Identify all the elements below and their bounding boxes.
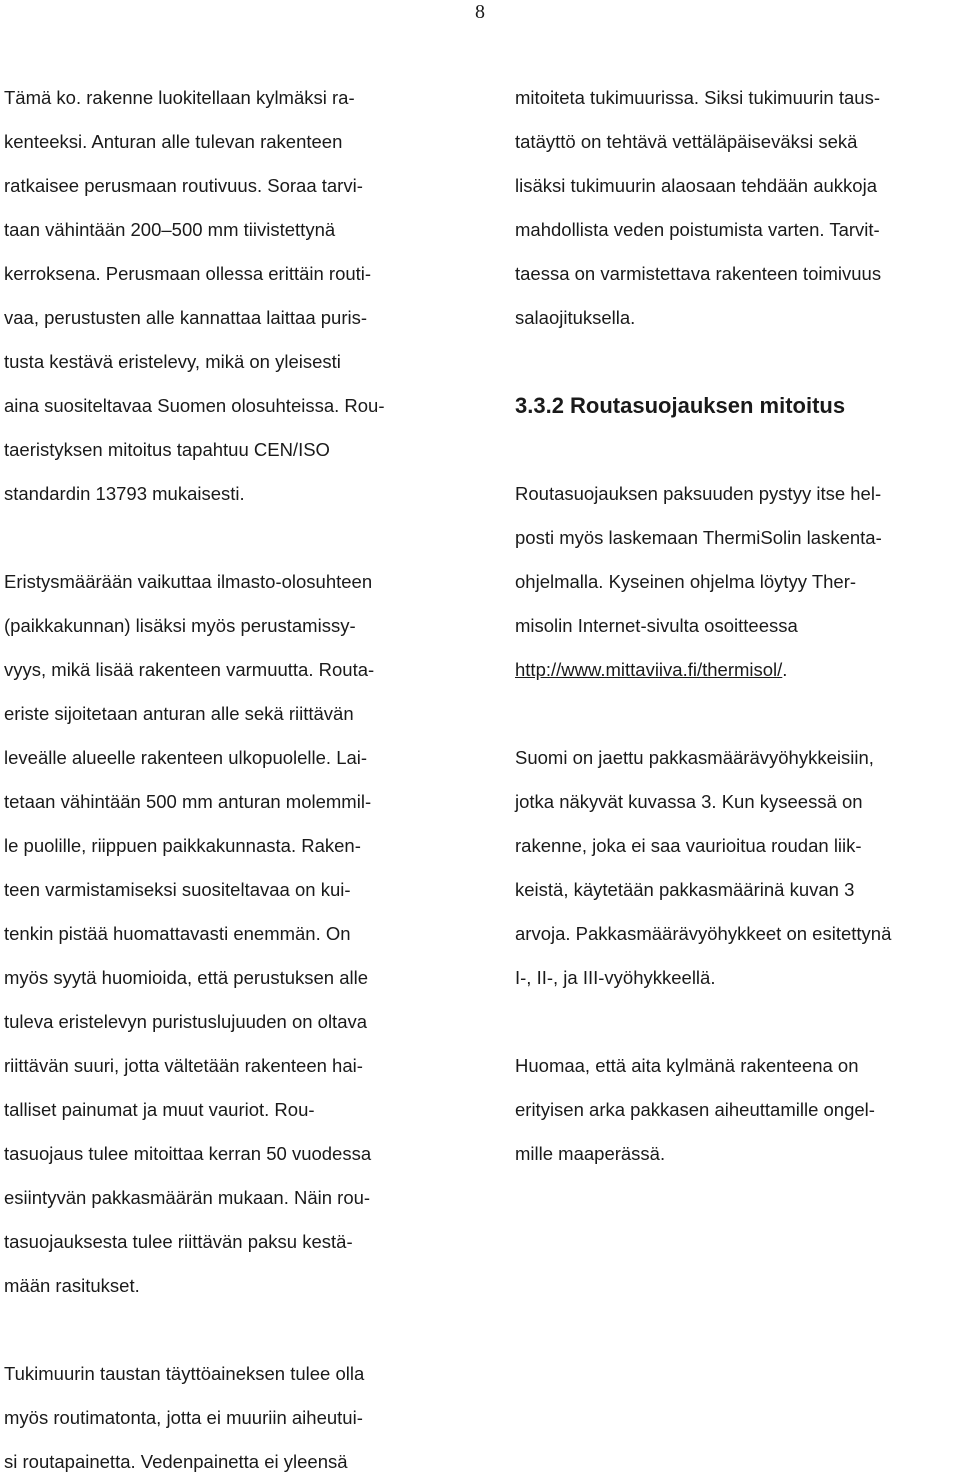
- paragraph-gap: [515, 340, 960, 384]
- text-line: leveälle alueelle rakenteen ulkopuolelle. Lai-: [4, 747, 368, 768]
- text-line: erityisen arka pakkasen aiheuttamille ongel-: [515, 1099, 875, 1120]
- text-line: ratkaisee perusmaan routivuus. Soraa tarvi-: [4, 175, 363, 196]
- text-line: tuleva eristelevyn puristuslujuuden on oltava: [4, 1011, 368, 1032]
- text-line: keistä, käytetään pakkasmäärinä kuvan 3: [515, 879, 855, 900]
- text-line: tetaan vähintään 500 mm anturan molemmil-: [4, 791, 372, 812]
- left-paragraph-1: [4, 76, 452, 516]
- right-paragraph-4: [515, 1044, 960, 1176]
- text-line: taan vähintään 200–500 mm tiivistettynä: [4, 219, 336, 240]
- text-line: kenteeksi. Anturan alle tulevan rakenteen: [4, 131, 343, 152]
- text-line: myös routimatonta, jotta ei muuriin aiheutui-: [4, 1407, 363, 1428]
- text-line: standardin 13793 mukaisesti.: [4, 483, 245, 504]
- text-line: Routasuojauksen paksuuden pystyy itse hel-: [515, 483, 882, 504]
- text-line: misolin Internet-sivulta osoitteessa: [515, 615, 798, 636]
- right-column: [515, 76, 960, 1176]
- text-line: tasuojaus tulee mitoittaa kerran 50 vuodessa: [4, 1143, 372, 1164]
- text-line: Suomi on jaettu pakkasmäärävyöhykkeisiin,: [515, 747, 874, 768]
- link-line: [515, 648, 960, 692]
- text-line: arvoja. Pakkasmäärävyöhykkeet on esitettynä: [515, 923, 892, 944]
- text-line: riittävän suuri, jotta vältetään rakenteen hai-: [4, 1055, 363, 1076]
- text-line: lisäksi tukimuurin alaosaan tehdään aukkoja: [515, 175, 877, 196]
- left-paragraph-3: [4, 1352, 452, 1484]
- text-line: ohjelmalla. Kyseinen ohjelma löytyy Ther-: [515, 571, 857, 592]
- text-line: posti myös laskemaan ThermiSolin laskenta-: [515, 527, 882, 548]
- text-line: aina suositeltavaa Suomen olosuhteissa. Rou-: [4, 395, 385, 416]
- paragraph-gap: [515, 1000, 960, 1044]
- section-heading: 3.3.2 Routasuojauksen mitoitus: [515, 393, 846, 418]
- text-line: mille maaperässä.: [515, 1143, 666, 1164]
- text-line: kerroksena. Perusmaan ollessa erittäin routi-: [4, 263, 372, 284]
- paragraph-gap: [515, 692, 960, 736]
- text-line: mitoiteta tukimuurissa. Siksi tukimuurin taus-: [515, 87, 880, 108]
- text-line: vaa, perustusten alle kannattaa laittaa puris-: [4, 307, 368, 328]
- text-line: mahdollista veden poistumista varten. Tarvit-: [515, 219, 880, 240]
- text-line: Tukimuurin taustan täyttöaineksen tulee olla: [4, 1363, 365, 1384]
- text-line: eriste sijoitetaan anturan alle sekä riittävän: [4, 703, 354, 724]
- left-column: [4, 76, 452, 1484]
- text-line: jotka näkyvät kuvassa 3. Kun kyseessä on: [515, 791, 863, 812]
- text-line: mään rasitukset.: [4, 1275, 140, 1296]
- paragraph-gap: [4, 516, 452, 560]
- right-paragraph-1: [515, 76, 960, 340]
- right-paragraph-3: [515, 736, 960, 1000]
- text-line: si routapainetta. Vedenpainetta ei yleensä: [4, 1451, 348, 1472]
- link-suffix: .: [782, 659, 788, 680]
- text-line: esiintyvän pakkasmäärän mukaan. Näin rou-: [4, 1187, 371, 1208]
- text-line: salaojituksella.: [515, 307, 636, 328]
- text-line: (paikkakunnan) lisäksi myös perustamissy-: [4, 615, 356, 636]
- page-number: 8: [475, 1, 485, 23]
- text-line: Eristysmäärään vaikuttaa ilmasto-olosuhteen: [4, 571, 373, 592]
- text-line: myös syytä huomioida, että perustuksen alle: [4, 967, 369, 988]
- thermisol-link[interactable]: http://www.mittaviiva.fi/thermisol/: [515, 659, 783, 680]
- text-line: taeristyksen mitoitus tapahtuu CEN/ISO: [4, 439, 330, 460]
- text-line: tenkin pistää huomattavasti enemmän. On: [4, 923, 351, 944]
- text-line: tatäyttö on tehtävä vettäläpäiseväksi sekä: [515, 131, 858, 152]
- right-paragraph-2: [515, 472, 960, 692]
- text-line: teen varmistamiseksi suositeltavaa on kui-: [4, 879, 351, 900]
- text-line: talliset painumat ja muut vauriot. Rou-: [4, 1099, 315, 1120]
- text-line: tusta kestävä eristelevy, mikä on yleisesti: [4, 351, 341, 372]
- text-line: le puolille, riippuen paikkakunnasta. Raken-: [4, 835, 361, 856]
- paragraph-gap: [515, 428, 960, 472]
- left-paragraph-2: [4, 560, 452, 1308]
- text-line: tasuojauksesta tulee riittävän paksu kestä-: [4, 1231, 353, 1252]
- text-line: Huomaa, että aita kylmänä rakenteena on: [515, 1055, 859, 1076]
- text-line: taessa on varmistettava rakenteen toimivuus: [515, 263, 882, 284]
- text-line: vyys, mikä lisää rakenteen varmuutta. Routa-: [4, 659, 375, 680]
- paragraph-gap: [4, 1308, 452, 1352]
- text-line: rakenne, joka ei saa vaurioitua roudan liik-: [515, 835, 862, 856]
- text-line: I-, II-, ja III-vyöhykkeellä.: [515, 967, 716, 988]
- text-line: Tämä ko. rakenne luokitellaan kylmäksi ra-: [4, 87, 355, 108]
